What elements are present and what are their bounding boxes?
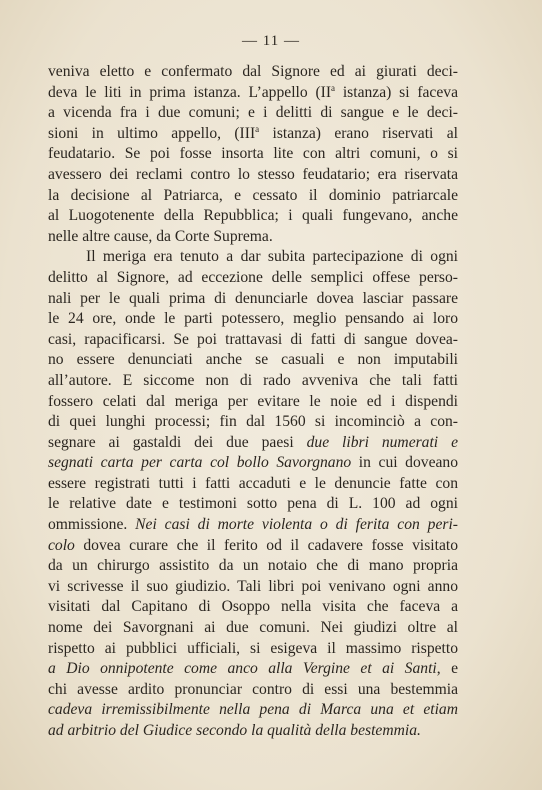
text-line (48, 103, 458, 124)
text-line (48, 186, 458, 207)
text-run: vi scrivesse il suo giudizio. Tali libri poi venivano ogni anno (48, 577, 458, 595)
text-run: istanza) erano riservati al (259, 124, 458, 142)
text-line (48, 144, 458, 165)
text-run: no essere denunciati anche se casuali e non imputabili (48, 351, 458, 369)
italic-text: colo (48, 536, 75, 554)
text-run: chi avesse ardito pronunciar contro di essi una bestemmia (48, 680, 458, 698)
text-run: segnare ai gastaldi dei due paesi (48, 433, 307, 451)
text-run: dovea curare che il ferito od il cadavere fosse visitato (74, 536, 458, 554)
text-run: nelle altre cause, da Corte Suprema. (48, 227, 273, 245)
text-line (48, 536, 458, 557)
text-run: deva le liti in prima istanza. L’appello (II (48, 83, 332, 101)
italic-text: segnati carta per carta col bollo Savorgnano (48, 454, 352, 472)
text-line (48, 392, 458, 413)
text-run: la decisione al Patriarca, e cessato il dominio patriarcale (48, 186, 458, 204)
text-run: all’autore. E siccome non di rado avveniva che tali fatti (48, 371, 458, 389)
text-line (48, 474, 458, 495)
text-run: fossero celati dal meriga per evitare le noie ed i dispendi (48, 392, 458, 410)
text-run: feudatario. Se poi fosse insorta lite con altri comuni, o si (48, 145, 458, 163)
text-line (48, 350, 458, 371)
text-line (48, 453, 458, 474)
text-run: istanza) si faceva (335, 83, 458, 101)
text-line (48, 289, 458, 310)
superscript: a (255, 123, 260, 134)
text-run: a vicenda fra i due comuni; e i delitti di sangue e le deci- (48, 104, 458, 122)
paragraph (48, 62, 458, 247)
text-line (48, 659, 458, 680)
text-line (48, 556, 458, 577)
text-run: le 24 ore, onde le parti potessero, meglio pensando ai loro (48, 310, 458, 328)
text-line (48, 618, 458, 639)
text-run: nome dei Savorgnani ai due comuni. Nei giudizi oltre al (48, 619, 458, 637)
body-text (48, 62, 458, 742)
text-line (48, 124, 458, 145)
text-line (48, 680, 458, 701)
text-line (48, 227, 458, 248)
text-run: Il meriga era tenuto a dar subita partecipazione di ogni (86, 248, 458, 266)
text-line (48, 494, 458, 515)
text-line (48, 639, 458, 660)
text-run: delitto al Signore, ad eccezione delle semplici offese perso- (48, 268, 458, 286)
italic-text: Nei casi di morte violenta o di ferita con peri- (135, 516, 458, 534)
text-run: nali per le quali prima di denunciarle dovea lasciar passare (48, 289, 458, 307)
text-line (48, 515, 458, 536)
text-line (48, 309, 458, 330)
text-run: essere registrati tutti i fatti accaduti e le denuncie fatte con (48, 474, 458, 492)
text-run: le relative date e testimoni sotto pena di L. 100 ad ogni (48, 495, 458, 513)
italic-text: a Dio onnipotente come anco alla Vergine et ai Santi (48, 660, 437, 678)
text-line (48, 721, 458, 742)
italic-text: due libri numerati e (306, 433, 458, 451)
text-line (48, 330, 458, 351)
text-run: visitati dal Capitano di Osoppo nella visita che faceva a (48, 598, 458, 616)
text-line (48, 268, 458, 289)
italic-text: cadeva irremissibilmente nella pena di Marca una et etiam (48, 701, 458, 719)
text-line (48, 412, 458, 433)
text-run: ommissione. (48, 516, 136, 534)
text-run: casi, rapacificarsi. Se poi trattavasi di fatti di sangue doveа- (48, 330, 458, 348)
italic-text: ad arbitrio del Giudice secondo la qualità della bestemmia. (48, 722, 421, 739)
superscript: a (331, 82, 336, 93)
text-line (48, 165, 458, 186)
text-line (48, 62, 458, 83)
text-line (48, 206, 458, 227)
paragraph (48, 247, 458, 741)
text-run: al Luogotenente della Repubblica; i quali fungevano, anche (48, 207, 458, 225)
text-line (48, 700, 458, 721)
text-run: , e (436, 660, 459, 678)
text-run: da un chirurgo assistito da un notaio che di mano propria (48, 557, 458, 575)
text-run: sioni in ultimo appello, (III (48, 124, 256, 142)
text-run: veniva eletto e confermato dal Signore ed ai giurati deci- (48, 63, 458, 80)
text-run: in cui doveano (351, 454, 459, 472)
text-run: di quei lunghi processi; fin dal 1560 si incominciò a con- (48, 413, 458, 431)
text-line (48, 371, 458, 392)
text-line (48, 247, 458, 268)
text-line (48, 577, 458, 598)
text-run: avessero dei reclami contro lo stesso feudatario; era riservata (48, 165, 458, 183)
text-run: rispetto ai pubblici ufficiali, si esigeva il massimo rispetto (48, 639, 458, 657)
text-line (48, 83, 458, 104)
text-line (48, 433, 458, 454)
text-line (48, 597, 458, 618)
page-number: — 11 — (242, 33, 300, 49)
